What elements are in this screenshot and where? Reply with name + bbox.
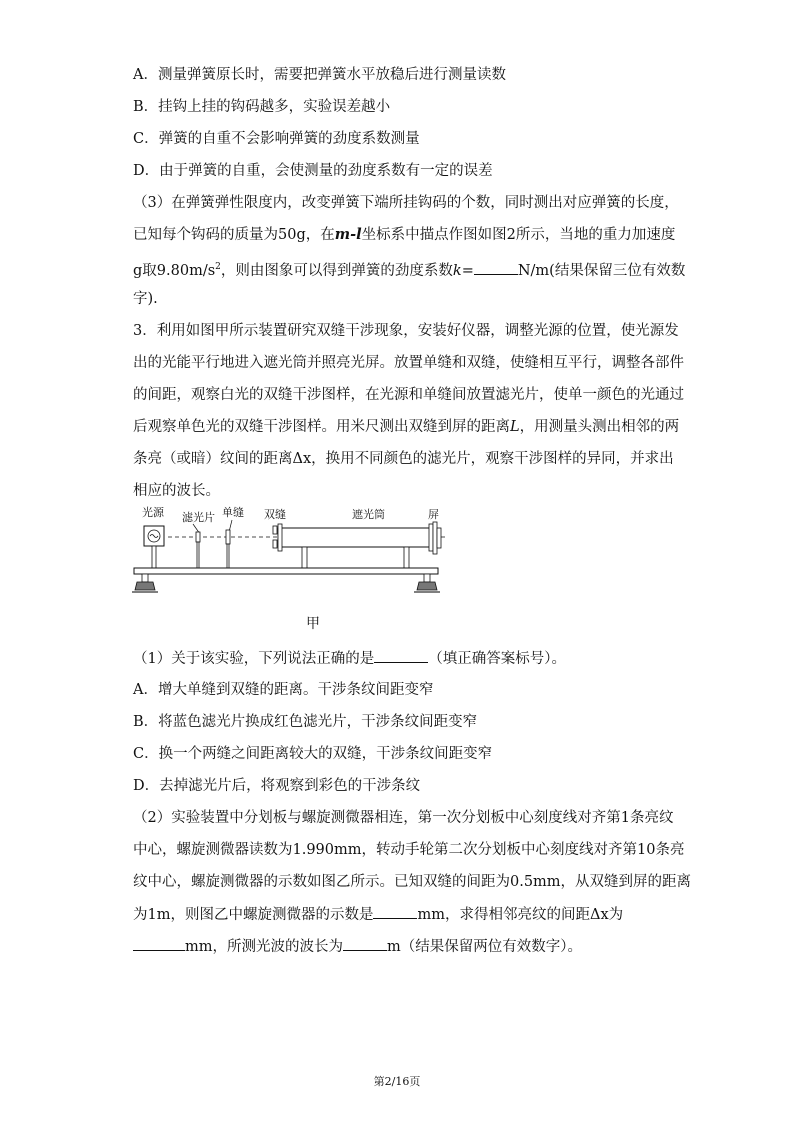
answer-blank-fringe-spacing[interactable] [133, 936, 185, 951]
optical-bench [132, 568, 440, 592]
screen [433, 522, 441, 554]
q3-stem-line4 [133, 417, 679, 437]
text: mm，所测光波的波长为 [185, 939, 343, 955]
text: （1）关于该实验，下列说法正确的是 [133, 651, 375, 667]
q2-part3-line2 [133, 225, 675, 245]
label-single-slit: 单缝 [222, 506, 244, 519]
q3-stem-line1: 3．利用如图甲所示装置研究双缝干涉现象，安装好仪器，调整光源的位置，使光源发 [133, 323, 679, 339]
variable-L: L [510, 419, 520, 435]
label-screen: 屏 [428, 508, 439, 521]
q3-option-a: A．增大单缝到双缝的距离。干涉条纹间距变窄 [133, 682, 434, 698]
label-tube: 遮光筒 [352, 508, 385, 521]
text: 后观察单色光的双缝干涉图样。用米尺测出双缝到屏的距离 [133, 419, 510, 435]
answer-blank-wavelength[interactable] [343, 936, 387, 951]
text: 为1m，则图乙中螺旋测微器的示数是 [133, 907, 374, 923]
option-b-more-weights: B．挂钩上挂的钩码越多，实验误差越小 [133, 99, 391, 115]
text: ，用测量头测出相邻的两 [519, 419, 680, 435]
label-double-slit: 双缝 [264, 508, 286, 521]
figure-caption: 甲 [306, 616, 320, 632]
q3-stem-line3: 的间距，观察白光的双缝干涉图样，在光源和单缝间放置滤光片，使单一颜色的光通过 [133, 387, 684, 403]
text: ，则由图象可以得到弹簧的劲度系数 [220, 262, 453, 279]
option-a-spring-horizontal: A．测量弹簧原长时，需要把弹簧水平放稳后进行测量读数 [133, 67, 506, 83]
filter [196, 532, 200, 568]
option-c-self-weight-no-effect: C．弹簧的自重不会影响弹簧的劲度系数测量 [133, 131, 420, 147]
q3-part2-line4 [133, 904, 623, 925]
q3-stem-line2: 出的光能平行地进入遮光筒并照亮光屏。放置单缝和双缝，使缝相互平行，调整各部件 [133, 355, 684, 371]
label-filter: 滤光片 [182, 511, 215, 524]
text: 已知每个钩码的质量为50g，在 [133, 227, 335, 243]
variable-k: k [452, 262, 462, 279]
light-shield-tube [278, 524, 433, 568]
answer-blank-part1[interactable] [374, 648, 428, 663]
q3-option-d: D．去掉滤光片后，将观察到彩色的干涉条纹 [133, 778, 421, 794]
double-slit-apparatus-figure [128, 500, 448, 610]
text: m（结果保留两位有效数字）。 [387, 939, 582, 955]
single-slit [226, 530, 230, 568]
answer-blank-micrometer[interactable] [373, 904, 417, 919]
q3-part1-stem [133, 648, 566, 669]
text: mm，求得相邻亮纹的间距Δx为 [417, 907, 624, 923]
q2-part3-line3 [133, 257, 685, 281]
q3-part2-line3: 纹中心，螺旋测微器的示数如图乙所示。已知双缝的间距为0.5mm，从双缝到屏的距离 [133, 874, 692, 890]
text: N/m(结果保留三位有效数 [517, 262, 686, 279]
equals: = [461, 262, 474, 279]
text: 坐标系中描点作图如图2所示，当地的重力加速度 [361, 227, 676, 243]
superscript: 2 [215, 262, 221, 272]
option-d-self-weight-error: D．由于弹簧的自重，会使测量的劲度系数有一定的误差 [133, 163, 493, 179]
q3-part2-line2: 中心，螺旋测微器读数为1.990mm，转动手轮第二次分划板中心刻度线对齐第10条亮 [133, 842, 685, 858]
page-number: 第2/16页 [373, 1075, 421, 1088]
q3-part2-line5 [133, 936, 582, 957]
text: g取9.80m/s [133, 262, 216, 279]
q2-part3-line1: （3）在弹簧弹性限度内，改变弹簧下端所挂钩码的个数，同时测出对应弹簧的长度， [133, 195, 679, 211]
q3-part2-line1: （2）实验装置中分划板与螺旋测微器相连，第一次分划板中心刻度线对齐第1条亮纹 [133, 810, 674, 826]
q3-stem-line6: 相应的波长。 [133, 483, 220, 499]
text: （填正确答案标号）。 [428, 651, 566, 667]
q3-stem-line5: 条亮（或暗）纹间的距离Δx，换用不同颜色的滤光片，观察干涉图样的异同，并求出 [133, 451, 674, 467]
label-light-source: 光源 [142, 506, 164, 519]
q3-option-c: C．换一个两缝之间距离较大的双缝，干涉条纹间距变窄 [133, 746, 493, 762]
answer-blank-k[interactable] [474, 260, 518, 275]
q3-option-b: B．将蓝色滤光片换成红色滤光片，干涉条纹间距变窄 [133, 714, 478, 730]
q2-part3-line4: 字). [133, 291, 158, 307]
light-source [144, 526, 164, 568]
variable-m-l: m-l [334, 226, 362, 243]
